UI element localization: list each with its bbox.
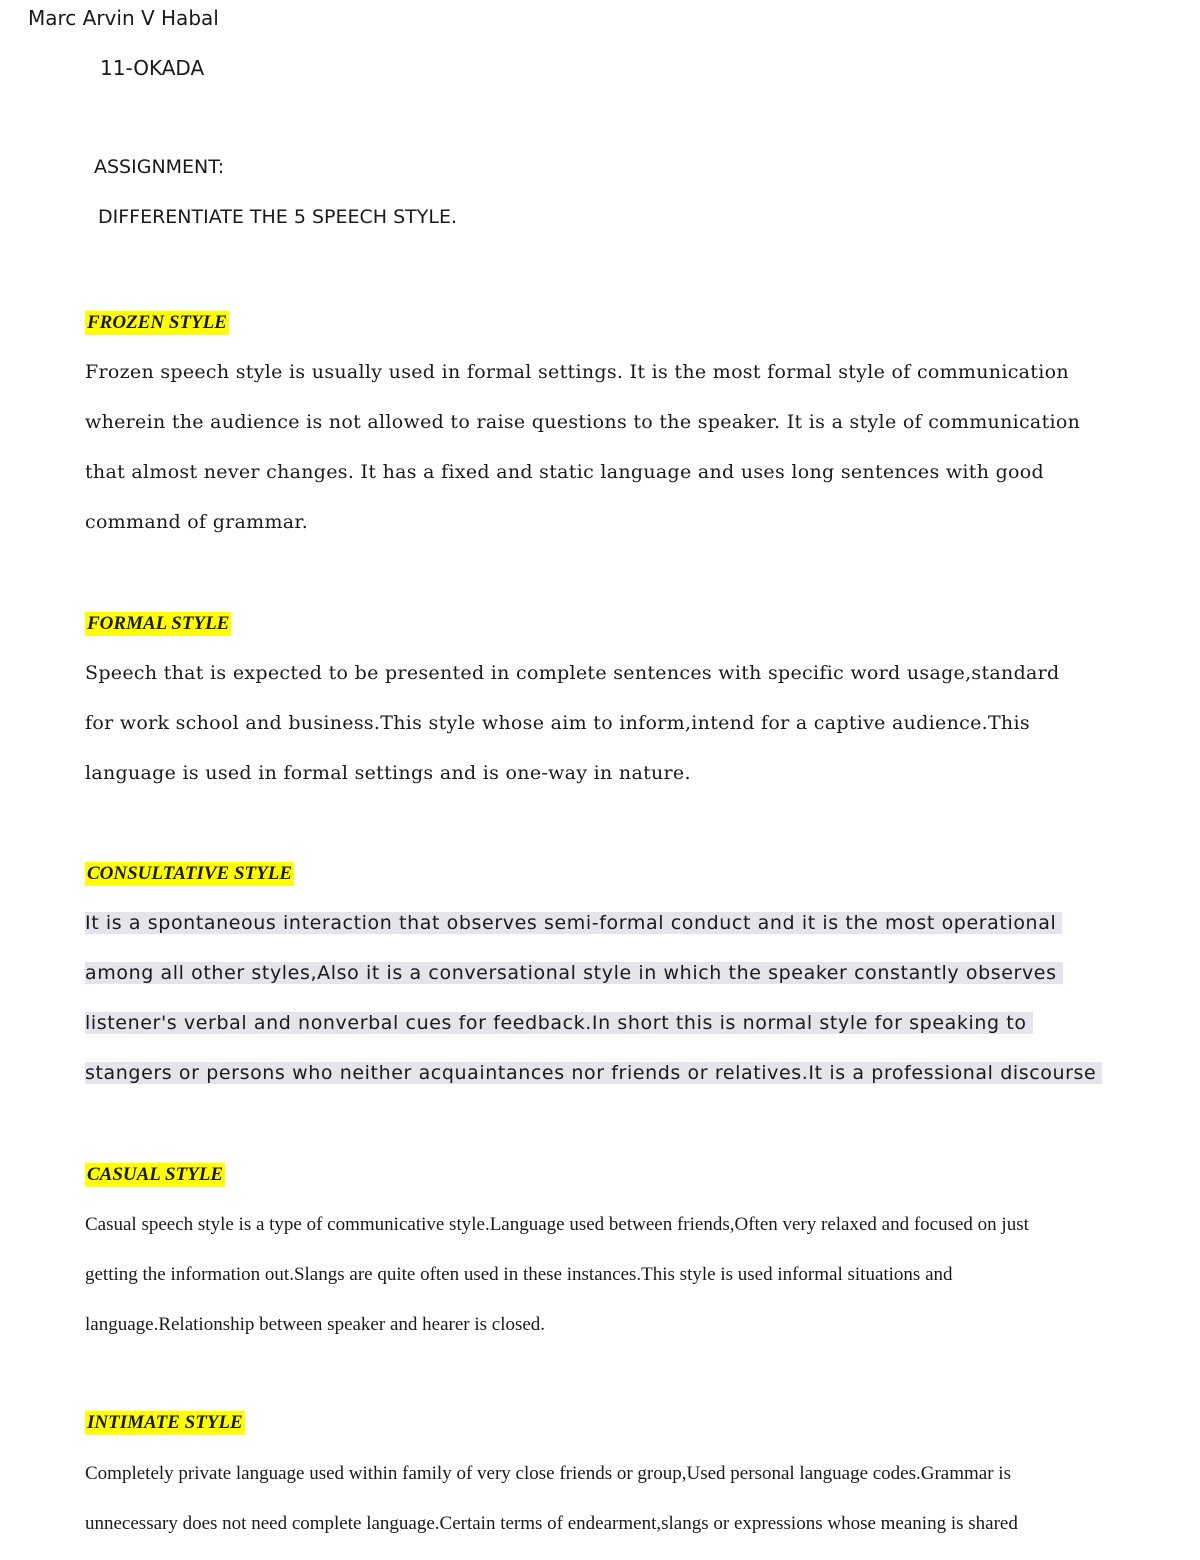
paragraph-line: getting the information out.Slangs are quite often used in these instances.This style is used informal situations and (85, 1264, 953, 1285)
paragraph-line: listener's verbal and nonverbal cues for feedback.In short this is normal style for speaking to (85, 1012, 1033, 1034)
paragraph-frozen-style (85, 358, 1195, 558)
paragraph-formal-style (85, 659, 1195, 809)
class-section: 11-OKADA (100, 56, 205, 80)
paragraph-consultative-style (85, 909, 1195, 1109)
paragraph-line: It is a spontaneous interaction that observes semi-formal conduct and it is the most operational (85, 912, 1062, 934)
heading-consultative-style: CONSULTATIVE STYLE (87, 863, 293, 884)
heading-formal-style: FORMAL STYLE (87, 613, 230, 634)
heading-frozen-style: FROZEN STYLE (87, 312, 227, 333)
paragraph-line: command of grammar. (85, 511, 309, 533)
paragraph-line: among all other styles,Also it is a conversational style in which the speaker constantly observes (85, 962, 1063, 984)
paragraph-line: Casual speech style is a type of communicative style.Language used between friends,Often very relaxed and focused on just (85, 1214, 1029, 1235)
heading-casual-style: CASUAL STYLE (87, 1164, 224, 1185)
paragraph-line: for work school and business.This style whose aim to inform,intend for a captive audience.This (85, 712, 1030, 734)
paragraph-casual-style (85, 1211, 1195, 1361)
author-name: Marc Arvin V Habal (28, 6, 219, 30)
paragraph-line: Speech that is expected to be presented in complete sentences with specific word usage,standard (85, 662, 1060, 684)
paragraph-line: wherein the audience is not allowed to raise questions to the speaker. It is a style of communication (85, 411, 1081, 433)
paragraph-line: unnecessary does not need complete language.Certain terms of endearment,slangs or expressions whose meaning is shared (85, 1513, 1018, 1534)
paragraph-intimate-style (85, 1460, 1195, 1560)
paragraph-line: Completely private language used within family of very close friends or group,Used personal language codes.Grammar is (85, 1463, 1011, 1484)
assignment-text: DIFFERENTIATE THE 5 SPEECH STYLE. (98, 206, 457, 228)
assignment-label: ASSIGNMENT: (94, 156, 225, 178)
paragraph-line: language is used in formal settings and is one-way in nature. (85, 762, 691, 784)
paragraph-line: that almost never changes. It has a fixed and static language and uses long sentences with good (85, 461, 1044, 483)
paragraph-line: stangers or persons who neither acquaintances nor friends or relatives.It is a professional discourse (85, 1062, 1102, 1084)
heading-intimate-style: INTIMATE STYLE (87, 1412, 243, 1433)
paragraph-line: language.Relationship between speaker and hearer is closed. (85, 1314, 546, 1335)
paragraph-line: Frozen speech style is usually used in formal settings. It is the most formal style of communication (85, 361, 1069, 383)
